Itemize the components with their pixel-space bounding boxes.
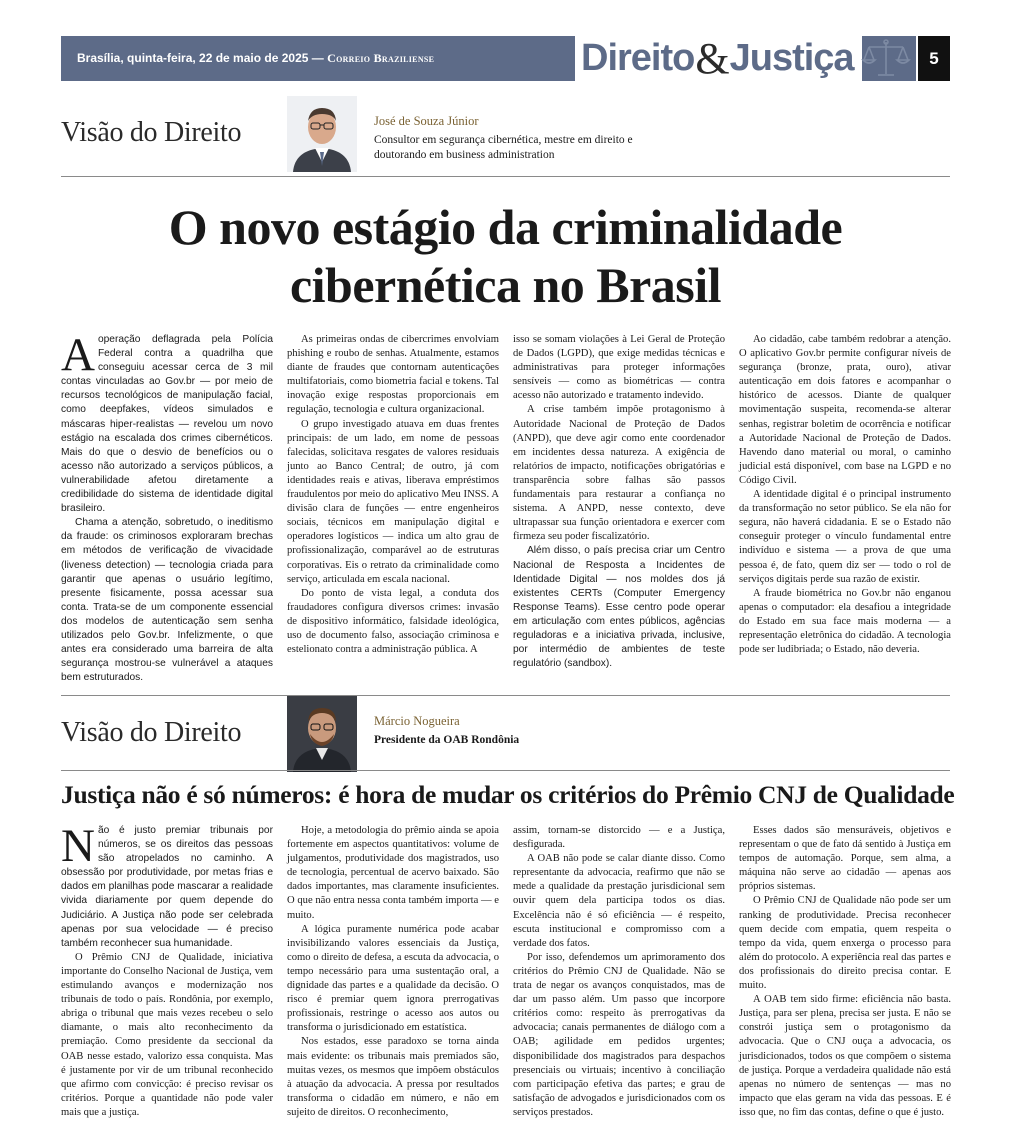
- drop-cap: A: [61, 329, 95, 381]
- article-column-1: A operação deflagrada pela Polícia Federal contra a quadrilha que conseguiu acessar cerca de 3 mil contas vinculadas ao Gov.br — por meio de recursos tecnológicos de manipulação facial, como deepfakes, vídeos simulados e máscaras hiper-realistas — revelou um novo estágio na escalada dos crimes cibernéticos. Mais do que o desvio de benefícios ou o acesso não autorizado a serviços públicos, a vulnerabilidade afetou diretamente a credibilidade do sistema de identidade digital brasileiro. Chama a atenção, sobretudo, o ineditismo da fraude: os criminosos exploraram brechas em métodos de verificação de vivacidade (liveness detection) — tecnologia criada para garantir que apenas o usuário legítimo, presente fisicamente, possa acessar sua conta. Trata-se de um componente essencial dos modelos de autenticação sem senha utilizados pelo Gov.br. Infelizmente, o que antes era considerado uma barreira de alta segurança mostrou-se vulnerável a ataques bem estruturados.: [61, 329, 273, 684]
- author-photo: [287, 96, 357, 172]
- author-bio: Consultor em segurança cibernética, mestre em direito e doutorando em business administration: [374, 134, 633, 161]
- article-column-2: As primeiras ondas de cibercrimes envolviam phishing e roubo de senhas. Atualmente, estamos diante de fraudes que contornam autenticações multifatoriais, como biometria facial e tokens. Tal inovação exige respostas proporcionais em regulação, tecnologia e cultura organizacional. O grupo investigado atuava em duas frentes principais: de um lado, em nome de pessoas falecidas, solicitava resgates de valores residuais junto ao Banco Central; de outro, já com identidades reais e ativas, liberava empréstimos fraudulentos por meio do aplicativo Meu INSS. A divisão clara de funções — entre engenheiros sociais, técnicos em manipulação digital e operadores logísticos — indica um alto grau de profissionalização, comparável ao de estruturas corporativas. Eis o retrato da criminalidade como serviço, articulada em escala nacional. Do ponto de vista legal, a conduta dos fraudadores configura diversos crimes: invasão de dispositivo informático, falsidade ideológica, uso de documento falso, associação criminosa e estelionato contra a administração pública. A: [287, 334, 499, 656]
- page-header: [61, 36, 950, 81]
- divider: [61, 176, 950, 177]
- divider: [61, 695, 950, 696]
- headline: O novo estágio da criminalidade cibernética no Brasil: [168, 199, 843, 313]
- article-column-4: Ao cidadão, cabe também redobrar a atenção. O aplicativo Gov.br permite configurar níveis de segurança (bronze, prata, ouro), ativar autenticação em dois fatores e acompanhar o histórico de acessos. Diante de qualquer movimentação suspeita, recomenda-se alterar senhas, registrar boletim de ocorrência e notificar a Autoridade Nacional de Proteção de Dados. Havendo dano material ou moral, o caminho judicial está disponível, com base na LGPD e no Código Civil. A identidade digital é o principal instrumento da transformação no setor público. Se ela não for segura, não haverá cidadania. E se o Estado não conseguir proteger o vínculo fundamental entre indivíduo e sistema — a prova de que uma pessoa é, de fato, quem diz ser — todo o rol de serviços digitais perde sua razão de existir. A fraude biométrica no Gov.br não enganou apenas o computador: ela desafiou a integridade do Estado em sua face mais moderna — a representação eletrônica do cidadão. A tecnologia pode ser ludibriada; o Estado, não deveria.: [739, 334, 951, 656]
- dateline: Brasília, quinta-feira, 22 de maio de 2025 — Correio Braziliense: [77, 51, 435, 65]
- column-label: Visão do Direito: [61, 717, 242, 748]
- scales-of-justice-icon: [861, 38, 911, 79]
- author-portrait-icon: [287, 696, 357, 772]
- article-column-1: Não é justo premiar tribunais por números, se os direitos das pessoas são atropelados no caminho. A obsessão por produtividade, por metas frias e dados em planilhas pode mascarar a realidade vivida diariamente por quem depende do Judiciário. A Justiça não pode ser celebrada apenas por sua velocidade — é preciso também reconhecer sua humanidade. O Prêmio CNJ de Qualidade, iniciativa importante do Conselho Nacional de Justiça, vem estimulando avanços e modernização nos tribunais de todo o país. Rondônia, por exemplo, abriga o tribunal que mais vezes recebeu o selo diamante, o mais alto reconhecimento da premiação. Como presidente da seccional da OAB nesse estado, valorizo essa conquista. Mas é justamente por vir de um tribunal reconhecido que afirmo com convicção: é preciso revisar os critérios. Porque a quantidade não pode valer mais que a justiça.: [61, 820, 273, 1118]
- drop-cap: N: [61, 820, 95, 872]
- author-name: José de Souza Júnior: [374, 114, 479, 128]
- page-number: 5: [918, 36, 950, 81]
- publication-name: Correio Braziliense: [327, 51, 435, 65]
- section-title: Direito & Justiça: [575, 36, 862, 81]
- author-bio: Presidente da OAB Rondônia: [374, 734, 520, 746]
- article-column-3: assim, tornam-se distorcido — e a Justiça, desfigurada. A OAB não pode se calar diante disso. Como representante da advocacia, reafirmo que não se mede a qualidade da prestação jurisdicional sem ouvir quem dela participa todos os dias. Excelência não é só eficiência — é respeito, escuta institucional e compromisso com a verdade dos fatos. Por isso, defendemos um aprimoramento dos critérios do Prêmio CNJ de Qualidade. Não se trata de negar os avanços conquistados, mas de dar um passo além. Um passo que incorpore critérios como: respeito às prerrogativas da advocacia; canais permanentes de diálogo com a OAB; agilidade em pedidos urgentes; disponibilidade dos magistrados para despachos presenciais ou virtuais; incentivo à conciliação com participação efetiva das partes; e grau de satisfação de advogados e jurisdicionados com os serviços prestados.: [513, 825, 725, 1118]
- column-label: Visão do Direito: [61, 117, 242, 148]
- article-column-2: Hoje, a metodologia do prêmio ainda se apoia fortemente em aspectos quantitativos: volume de julgamentos, produtividade dos magistrados, uso de tecnologia, percentual de acervo baixado. São dados importantes, mas claramente insuficientes. O que não entra nessa conta também importa — e muito. A lógica puramente numérica pode acabar invisibilizando valores essenciais da Justiça, como o direito de defesa, a escuta da advocacia, o tempo necessário para uma sustentação oral, a dignidade das partes e a qualidade da decisão. O risco é premiar quem ignora prerrogativas profissionais, restringe o acesso aos autos ou transforma o jurisdicionado em estatística. Nos estados, esse paradoxo se torna ainda mais evidente: os tribunais mais premiados são, muitas vezes, os mesmos que impõem obstáculos à atuação da advocacia. A pressa por resultados transforma o cidadão em número, e não em sujeito de direitos. O reconhecimento,: [287, 825, 499, 1118]
- article-column-3: isso se somam violações à Lei Geral de Proteção de Dados (LGPD), que exige medidas técnicas e administrativas para proteger informações sensíveis — como as biométricas — contra acesso não autorizado e tratamento indevido. A crise também impõe protagonismo à Autoridade Nacional de Proteção de Dados (ANPD), que deve agir como ente coordenador em incidentes dessa natureza. A exigência de relatórios de impacto, notificações obrigatórias e transparência sobre falhas são passos fundamentais para restaurar a confiança no sistema. A ANPD, nesse contexto, deve ultrapassar sua função orientadora e exercer com firmeza seu poder fiscalizatório. Além disso, o país precisa criar um Centro Nacional de Resposta a Incidentes de Identidade Digital — nos moldes dos já existentes CERTs (Computer Emergency Response Teams). Esse centro pode operar em articulação com entes públicos, agências reguladoras e a iniciativa privada, inclusive, por intermédio de ambientes de teste regulatório (sandbox).: [513, 334, 725, 670]
- headline: Justiça não é só números: é hora de mudar os critérios do Prêmio CNJ de Qualidade: [61, 780, 955, 809]
- article-column-4: Esses dados são mensuráveis, objetivos e representam o que de fato dá sentido à Justiça em tempos de automação. Porque, sem alma, a máquina não serve ao cidadão — apenas aos próprios sistemas. O Prêmio CNJ de Qualidade não pode ser um ranking de produtividade. Precisa reconhecer quem decide com empatia, quem respeita o tempo da vida, quem enxerga o processo para além do protocolo. A experiência real das partes e dos profissionais do direito precisa contar. E muito. A OAB tem sido firme: eficiência não basta. Justiça, para ser plena, precisa ser justa. E não se constrói justiça sem o protagonismo da advocacia. Que o CNJ ouça a advocacia, os jurisdicionados, todos os que compõem o sistema de justiça. Porque a verdadeira qualidade não está apenas no número de sentenças — mas no impacto que elas geram na vida das pessoas. E é isso que, no fim das contas, define o que é justo.: [739, 825, 951, 1118]
- divider: [61, 770, 950, 771]
- author-name: Márcio Nogueira: [374, 714, 460, 728]
- author-portrait-icon: [287, 96, 357, 172]
- author-photo: [287, 696, 357, 772]
